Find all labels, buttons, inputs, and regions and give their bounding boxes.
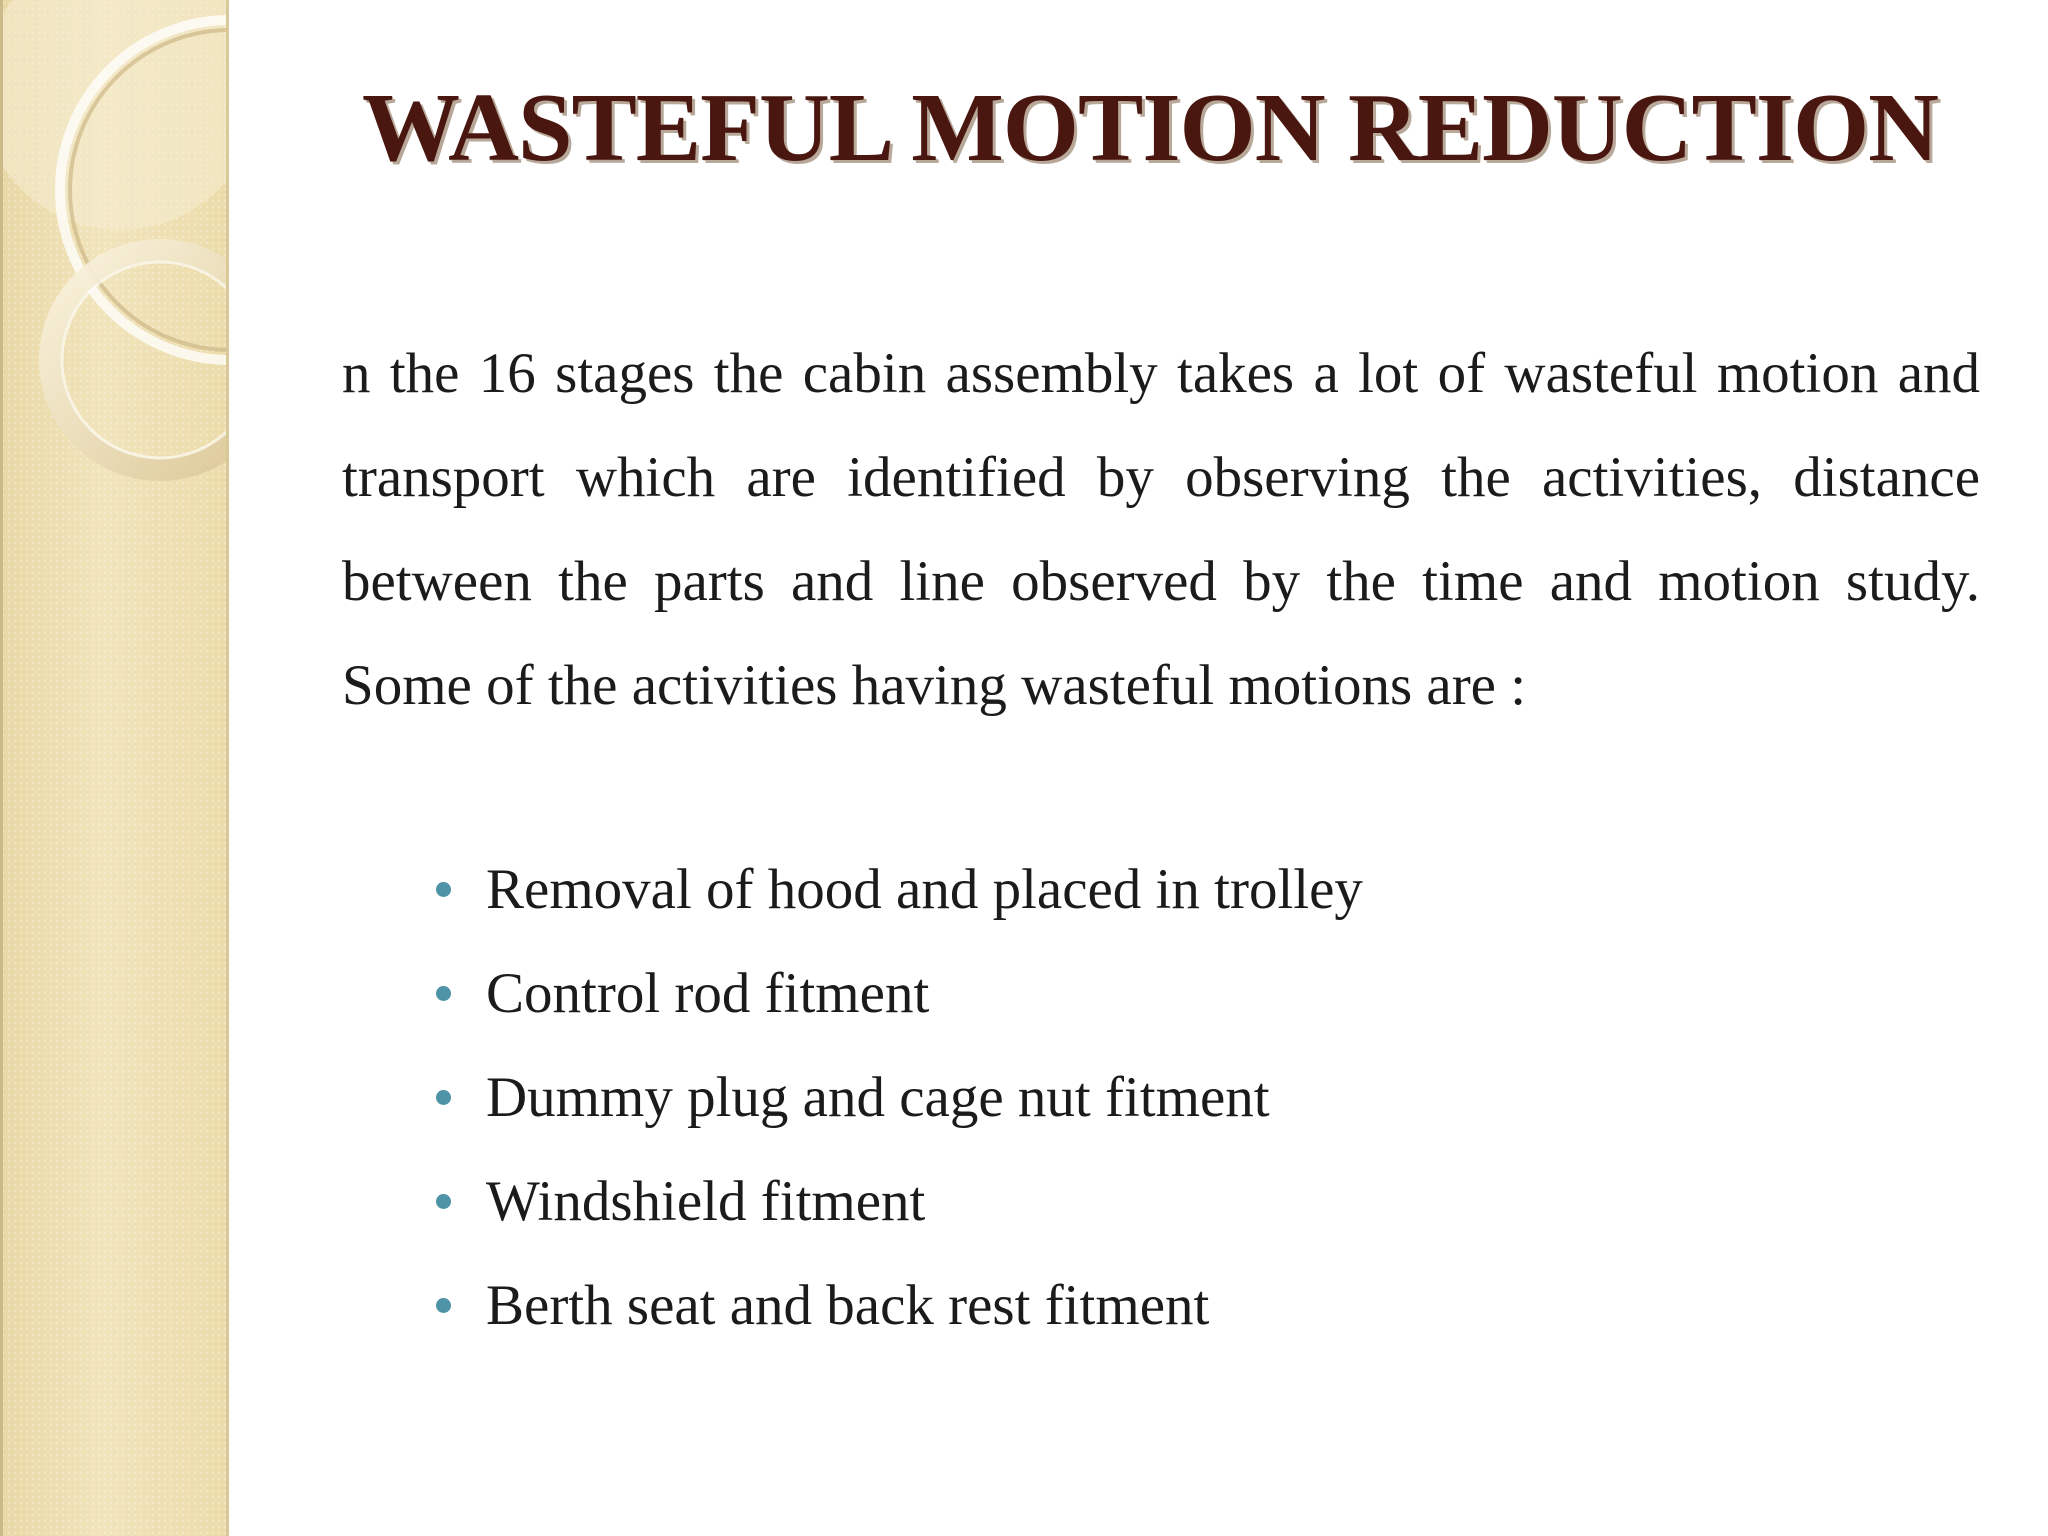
list-item-text: Windshield fitment bbox=[486, 1170, 926, 1233]
decorative-side-panel bbox=[0, 0, 226, 1536]
decorative-rings-icon bbox=[0, 0, 226, 1536]
bullet-icon bbox=[436, 1090, 451, 1105]
slide-title: WASTEFUL MOTION REDUCTION bbox=[362, 74, 1938, 182]
list-item-text: Control rod fitment bbox=[486, 962, 930, 1025]
bullet-icon bbox=[436, 882, 451, 897]
list-item bbox=[430, 1150, 1930, 1254]
list-item-text: Dummy plug and cage nut fitment bbox=[486, 1066, 1270, 1129]
bullet-list bbox=[430, 838, 1930, 1358]
list-item-text: Removal of hood and placed in trolley bbox=[486, 858, 1363, 921]
list-item bbox=[430, 1046, 1930, 1150]
body-paragraph: n the 16 stages the cabin assembly takes a lot of wasteful motion and transport which are identified by observing the activities, distance between the parts and line observed by the time and motion study. Some of the activities having wasteful motions are : bbox=[342, 342, 1980, 717]
list-item bbox=[430, 1254, 1930, 1358]
list-item-text: Berth seat and back rest fitment bbox=[486, 1274, 1210, 1337]
bullet-icon bbox=[436, 1298, 451, 1313]
bullet-icon bbox=[436, 986, 451, 1001]
bullet-icon bbox=[436, 1194, 451, 1209]
panel-left-border bbox=[0, 0, 3, 1536]
list-item bbox=[430, 838, 1930, 942]
panel-divider bbox=[226, 0, 229, 1536]
list-item bbox=[430, 942, 1930, 1046]
